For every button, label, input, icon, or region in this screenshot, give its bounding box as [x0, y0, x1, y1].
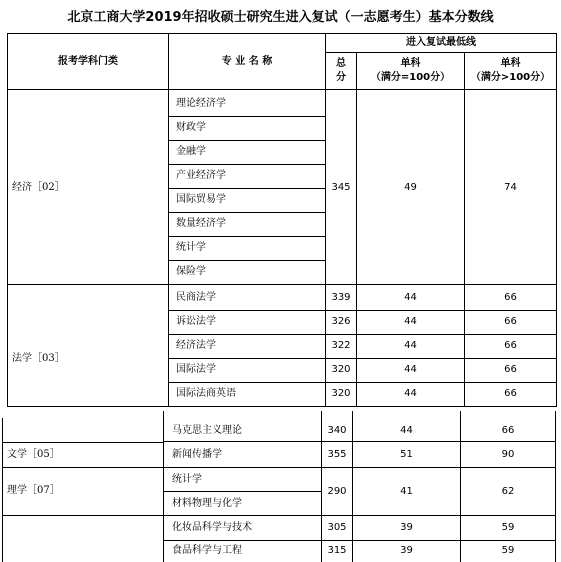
total-score: 345 — [331, 182, 351, 193]
major-cell: 国际法学 — [176, 364, 216, 375]
single1-score: 44 — [404, 388, 417, 399]
single2-score: 74 — [504, 182, 517, 193]
header-category: 报考学科门类 — [58, 56, 118, 67]
single1-score: 51 — [400, 449, 413, 460]
single2-score: 66 — [501, 425, 515, 436]
single2-score: 62 — [501, 486, 515, 497]
table-divider — [168, 310, 557, 311]
category-science: 理学［07］ — [7, 485, 60, 496]
total-score: 339 — [331, 292, 351, 303]
major-cell: 国际法商英语 — [176, 388, 236, 399]
single1-score: 41 — [400, 486, 413, 497]
table-divider — [163, 491, 322, 492]
single2-score: 66 — [504, 316, 517, 327]
single2-score: 59 — [501, 545, 515, 556]
table-divider — [325, 52, 557, 53]
single1-score: 39 — [400, 545, 413, 556]
header-group: 进入复试最低线 — [406, 37, 476, 48]
header-single1-bottom: （满分=100分） — [370, 72, 451, 83]
major-cell: 材料物理与化学 — [172, 498, 242, 509]
major-cell: 国际贸易学 — [176, 194, 226, 205]
major-cell: 民商法学 — [176, 292, 216, 303]
header-single2-bottom: （满分>100分） — [470, 72, 551, 83]
single1-score: 49 — [404, 182, 417, 193]
table-divider — [168, 236, 326, 237]
major-cell: 化妆品科学与技术 — [172, 522, 252, 533]
major-cell: 统计学 — [176, 242, 206, 253]
major-cell: 经济法学 — [176, 340, 216, 351]
major-cell: 产业经济学 — [176, 170, 226, 181]
table-divider — [168, 334, 557, 335]
total-score: 355 — [327, 449, 347, 460]
total-score: 305 — [327, 522, 347, 533]
table-divider — [168, 260, 326, 261]
table-divider — [168, 164, 326, 165]
table-divider — [464, 52, 465, 406]
single2-score: 66 — [504, 364, 517, 375]
single1-score: 44 — [404, 340, 417, 351]
category-economics: 经济［02］ — [12, 182, 65, 193]
total-score: 326 — [331, 316, 351, 327]
table-divider — [7, 89, 557, 90]
single2-score: 66 — [504, 340, 517, 351]
single1-score: 39 — [400, 522, 413, 533]
major-cell: 新闻传播学 — [172, 449, 222, 460]
page-title: 北京工商大学2019年招收硕士研究生进入复试（一志愿考生）基本分数线 — [67, 10, 494, 25]
single2-score: 90 — [501, 449, 515, 460]
category-law: 法学［03］ — [12, 353, 65, 364]
total-score: 322 — [331, 340, 351, 351]
table-border — [7, 406, 557, 407]
total-score: 340 — [327, 425, 347, 436]
major-cell: 食品科学与工程 — [172, 545, 242, 556]
table-divider — [2, 467, 555, 468]
table-divider — [168, 140, 326, 141]
major-cell: 理论经济学 — [176, 98, 226, 109]
single2-score: 66 — [504, 292, 517, 303]
table-border — [555, 411, 556, 562]
major-cell: 金融学 — [176, 146, 206, 157]
major-cell: 财政学 — [176, 122, 206, 133]
total-score: 315 — [327, 545, 347, 556]
table-divider — [163, 540, 555, 541]
table-border — [2, 418, 3, 562]
table-divider — [168, 358, 557, 359]
table-divider — [163, 441, 555, 442]
table-divider — [2, 442, 164, 443]
category-literature: 文学［05］ — [7, 449, 60, 460]
table-divider — [7, 284, 557, 285]
header-total-bottom: 分 — [336, 72, 346, 83]
major-cell: 马克思主义理论 — [172, 425, 242, 436]
table-border — [7, 33, 557, 34]
total-score: 320 — [331, 364, 351, 375]
major-cell: 数量经济学 — [176, 218, 226, 229]
single1-score: 44 — [400, 425, 413, 436]
total-score: 290 — [327, 486, 347, 497]
single2-score: 59 — [501, 522, 515, 533]
table-divider — [168, 382, 557, 383]
major-cell: 保险学 — [176, 266, 206, 277]
single1-score: 44 — [404, 292, 417, 303]
header-single2-top: 单科 — [500, 58, 521, 69]
table-divider — [168, 212, 326, 213]
header-single1-top: 单科 — [400, 58, 421, 69]
major-cell: 统计学 — [172, 474, 202, 485]
table-divider — [2, 515, 555, 516]
major-cell: 诉讼法学 — [176, 316, 216, 327]
total-score: 320 — [331, 388, 351, 399]
single1-score: 44 — [404, 364, 417, 375]
header-total-top: 总 — [336, 58, 346, 69]
table-divider — [168, 188, 326, 189]
single2-score: 66 — [504, 388, 517, 399]
table-divider — [356, 52, 357, 406]
table-divider — [168, 116, 326, 117]
single1-score: 44 — [404, 316, 417, 327]
header-major: 专 业 名 称 — [221, 56, 273, 67]
